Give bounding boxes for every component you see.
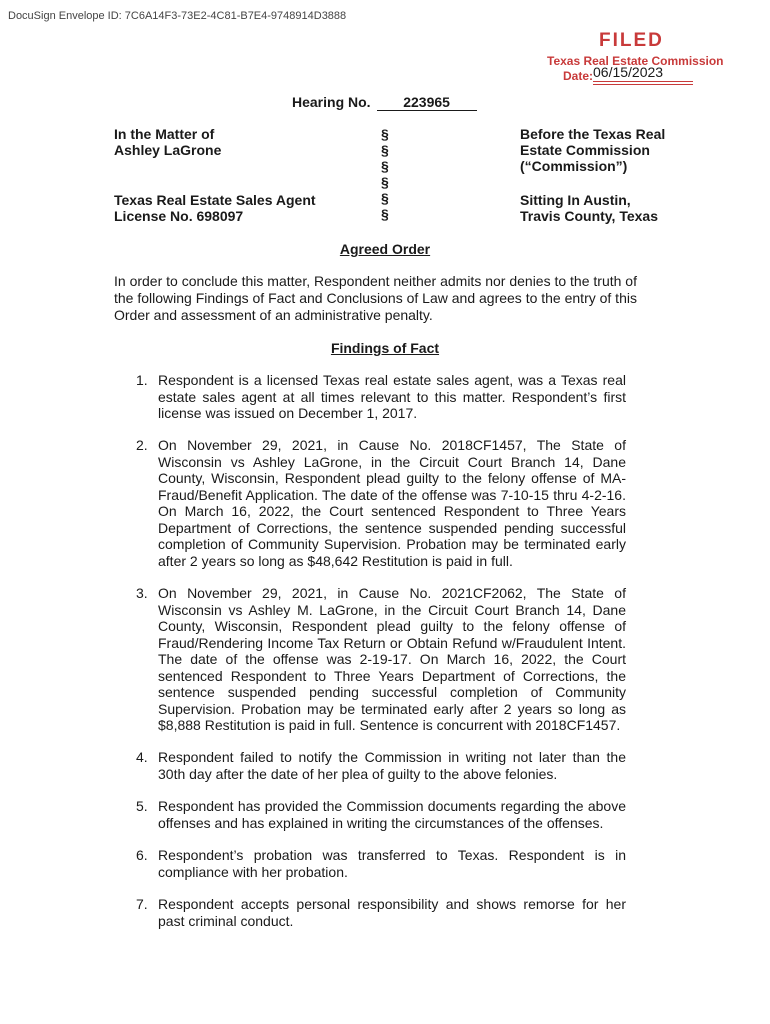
- caption-before: [520, 126, 665, 174]
- section-symbol: §: [381, 158, 389, 174]
- sitting-line: Travis County, Texas: [520, 208, 658, 224]
- sitting-line: Sitting In Austin,: [520, 192, 631, 208]
- section-symbols: [381, 126, 389, 222]
- finding-item: [136, 585, 626, 734]
- stamp-date-label: Date:: [563, 69, 594, 83]
- finding-text: Respondent failed to notify the Commission in writing not later than the 30th day after the date of her plea of guilty to the above felonies.: [158, 749, 626, 782]
- stamp-date-underline-2: [593, 84, 693, 85]
- finding-number: 3.: [136, 585, 148, 601]
- respondent-name: Ashley LaGrone: [114, 142, 222, 158]
- finding-number: 7.: [136, 896, 148, 912]
- filed-stamp: [545, 30, 724, 86]
- stamp-filed-text: FILED: [599, 30, 664, 51]
- finding-item: [136, 437, 626, 569]
- finding-number: 4.: [136, 749, 148, 765]
- findings-heading: Findings of Fact: [330, 340, 440, 356]
- finding-number: 5.: [136, 798, 148, 814]
- finding-item: [136, 798, 626, 831]
- finding-number: 6.: [136, 847, 148, 863]
- stamp-date-underline: [593, 81, 693, 82]
- finding-item: [136, 372, 626, 422]
- stamp-date: 06/15/2023: [593, 64, 664, 80]
- finding-text: On November 29, 2021, in Cause No. 2021CF2062, The State of Wisconsin vs Ashley M. LaGrone, in the Circuit Court Branch 14, Dane County, Wisconsin, Respondent plead guilty to the felony offense of Fraud/Rendering Income Tax Return or Obtain Refund w/Fraudulent Intent. The date of the offense was 2-19-17. On March 16, 2022, the Court sentenced Respondent to Three Years Department of Corrections, the sentence suspended pending successful completion of Community Supervision. Probation may be terminated early after 2 years so long as $8,888 Restitution is paid in full. Sentence is concurrent with 2018CF1457.: [158, 585, 626, 733]
- agreed-order-heading: Agreed Order: [339, 241, 431, 257]
- before-line: Estate Commission: [520, 142, 650, 158]
- finding-item: [136, 749, 626, 782]
- finding-text: Respondent’s probation was transferred to Texas. Respondent is in compliance with her probation.: [158, 847, 626, 880]
- license-number: License No. 698097: [114, 208, 244, 224]
- hearing-label: Hearing No.: [292, 94, 371, 110]
- license-type: Texas Real Estate Sales Agent: [114, 192, 316, 208]
- stamp-commission: Texas Real Estate Commission: [547, 54, 724, 68]
- section-symbol: §: [381, 190, 389, 206]
- finding-number: 1.: [136, 372, 148, 388]
- docusign-envelope-id: DocuSign Envelope ID: 7C6A14F3-73E2-4C81-B7E4-9748914D3888: [8, 10, 347, 22]
- caption-license: [114, 192, 316, 224]
- hearing-number: [292, 94, 477, 111]
- section-symbol: §: [381, 206, 389, 222]
- before-line: (“Commission”): [520, 158, 628, 174]
- finding-number: 2.: [136, 437, 148, 453]
- finding-item: [136, 847, 626, 880]
- section-symbol: §: [381, 126, 389, 142]
- finding-text: On November 29, 2021, in Cause No. 2018CF1457, The State of Wisconsin vs Ashley LaGrone, in the Circuit Court Branch 14, Dane County, Wisconsin, Respondent plead guilty to the felony offense of MA-Fraud/Benefit Application. The date of the offense was 7-10-15 thru 4-2-16. On March 16, 2022, the Court sentenced Respondent to Three Years Department of Corrections, the sentence suspended pending successful completion of Community Supervision. Probation may be terminated early after 2 years so long as $48,642 Restitution is paid in full.: [158, 437, 626, 569]
- finding-text: Respondent accepts personal responsibility and shows remorse for her past criminal conduct.: [158, 896, 626, 929]
- section-symbol: §: [381, 174, 389, 190]
- finding-text: Respondent is a licensed Texas real estate sales agent, was a Texas real estate sales agent at all times relevant to this matter. Respondent’s first license was issued on December 1, 2017.: [158, 372, 626, 421]
- finding-text: Respondent has provided the Commission documents regarding the above offenses and has explained in writing the circumstances of the offenses.: [158, 798, 626, 831]
- finding-item: [136, 896, 626, 929]
- caption-sitting: [520, 192, 658, 224]
- caption-matter: [114, 126, 221, 158]
- matter-line: In the Matter of: [114, 126, 215, 142]
- intro-paragraph: In order to conclude this matter, Respondent neither admits nor denies to the truth of the following Findings of Fact and Conclusions of Law and agrees to the entry of this Order and assessment of an administrative penalty.: [114, 273, 637, 323]
- hearing-no-value: 223965: [377, 94, 477, 111]
- section-symbol: §: [381, 142, 389, 158]
- before-line: Before the Texas Real: [520, 126, 666, 142]
